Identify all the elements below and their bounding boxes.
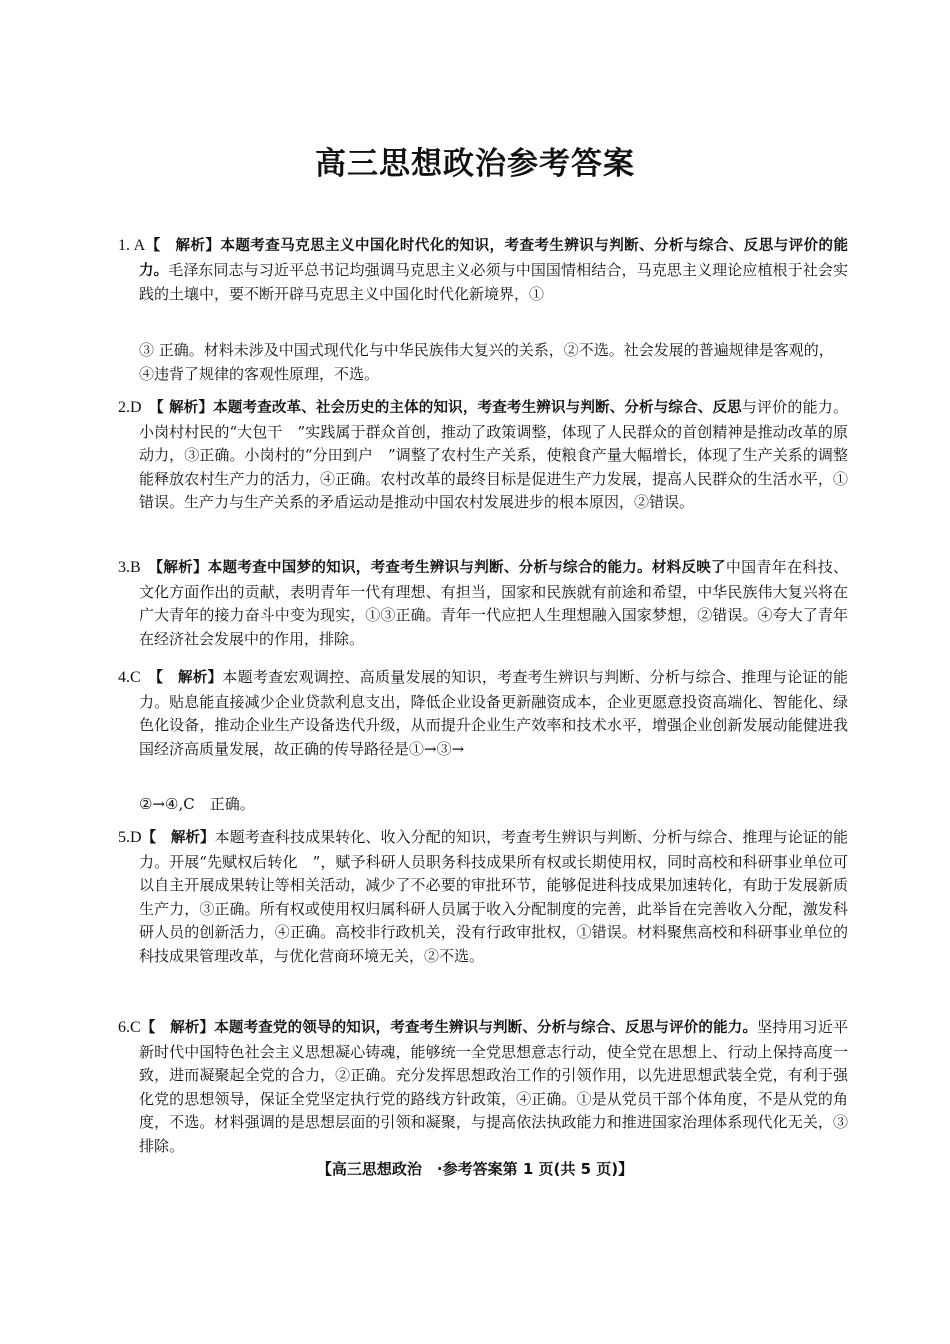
analysis-text: 本题考查科技成果转化、收入分配的知识，考查考生辨识与判断、分析与综合、推理与论证的能力。开展“先赋权后转化 ”，赋予科研人员职务科技成果所有权或长期使用权，同时高校和科研事业单位可以自主开展成果转让等相关活动，减少了不必要的审批环节，能够促进科技成果加速转化，有助于发展新质生产力，③正确。所有权或使用权归属科研人员属于收入分配制度的完善，此举旨在完善收入分配，激发科研人员的创新活力，④正确。高校非行政机关，没有行政审批权，①错误。材料聚焦高校和科研事业单位的科技成果管理改革，与优化营商环境无关，②不选。 <box>139 828 849 965</box>
analysis-text: 与评价的能力。小岗村村民的“大包干 ”实践属于群众首创，推动了政策调整，体现了人民群众的首创精神是推动改革的原动力，③正确。小岗村的“分田到户 ”调整了农村生产关系，使粮食产量大幅增长，体现了生产关系的调整能释放农村生产力的活力，④正确。农村改革的最终目标是促进生产力发展，提高人民群众的生活水平，①错误。生产力与生产关系的矛盾运动是推动中国农村发展进步的根本原因，②错误。 <box>139 398 848 511</box>
analysis-label: 【 解析】 <box>145 238 221 254</box>
answer-number: 5.D <box>118 829 142 846</box>
page-footer: 【高三思想政治 ·参考答案第 1 页(共 5 页)】 <box>316 1160 634 1178</box>
answer-number: 2.D <box>118 399 142 416</box>
analysis-label: 【 解析】 <box>141 830 215 846</box>
answer-item-1-continuation: ③ 正确。材料未涉及中国式现代化与中华民族伟大复兴的关系，②不选。社会发展的普遍规律是客观的，④违背了规律的客观性原理，不选。 <box>139 341 834 383</box>
answer-number: 3.B <box>118 559 141 576</box>
analysis-label: 【解析】 <box>140 560 208 576</box>
answer-item-5 <box>118 826 848 968</box>
answer-number: 1. A <box>118 237 146 254</box>
answer-item-1 <box>118 234 848 307</box>
analysis-text: 本题考查宏观调控、高质量发展的知识，考查考生辨识与判断、分析与综合、推理与论证的能力。贴息能直接减少企业贷款利息支出，降低企业设备更新融资成本，企业更愿意投资高端化、智能化、绿色化设备，推动企业生产设备迭代升级，从而提升企业生产效率和技术水平，增强企业创新发展动能健进我国经济高质量发展，故正确的传导路径是①→③→ <box>139 668 848 758</box>
page-title: 高三思想政治参考答案 <box>315 146 635 182</box>
analysis-text: 中国青年在科技、文化方面作出的贡献，表明青年一代有理想、有担当，国家和民族就有前途和希望，中华民族伟大复兴将在广大青年的接力奋斗中变为现实，①③正确。青年一代应把人生理想融入国家梦想，②错误。④夸大了青年在经济社会发展中的作用，排除。 <box>139 558 848 648</box>
analysis-bold-text: 本题考查党的领导的知识，考查考生辨识与判断、分析与综合、反思与评价的能力。 <box>214 1020 758 1036</box>
analysis-label: 【 解析】 <box>140 1020 215 1036</box>
analysis-bold-text: 本题考查中国梦的知识，考查考生辨识与判断、分析与综合的能力。材料反映了 <box>207 560 726 576</box>
answer-number: 6.C <box>118 1019 141 1036</box>
analysis-label: 【 解析】 <box>141 400 214 416</box>
answer-item-2 <box>118 396 848 515</box>
analysis-label: 【 解析】 <box>140 670 223 686</box>
answer-item-4-continuation: ②→④,C 正确。 <box>139 795 255 813</box>
answer-number: 4.C <box>118 669 141 686</box>
analysis-bold-text: 本题考查马克思主义中国化时代化的知识，考查考生辨识与判断、分析与综合、反思与评价的能力。 <box>139 238 849 279</box>
analysis-bold-text: 本题考查改革、社会历史的主体的知识，考查考生辨识与判断、分析与综合、反思 <box>213 400 742 416</box>
analysis-text: 坚持用习近平新时代中国特色社会主义思想凝心铸魂，能够统一全党思想意志行动，使全党在思想上、行动上保持高度一致，进而凝聚起全党的合力，②正确。充分发挥思想政治工作的引领作用，以先进思想武装全党，有利于强化党的思想领导，保证全党坚定执行党的路线方针政策，④正确。①是从党员干部个体角度，不是从党的角度，不选。材料强调的是思想层面的引领和凝聚，与提高依法执政能力和推进国家治理体系现代化无关，③排除。 <box>139 1018 848 1155</box>
answer-item-4 <box>118 666 848 761</box>
answer-item-3 <box>118 556 848 651</box>
answer-item-6 <box>118 1016 848 1158</box>
analysis-text: 毛泽东同志与习近平总书记均强调马克思主义必须与中国国情相结合，马克思主义理论应植根于社会实践的土壤中，要不断开辟马克思主义中国化时代化新境界，① <box>139 260 848 303</box>
